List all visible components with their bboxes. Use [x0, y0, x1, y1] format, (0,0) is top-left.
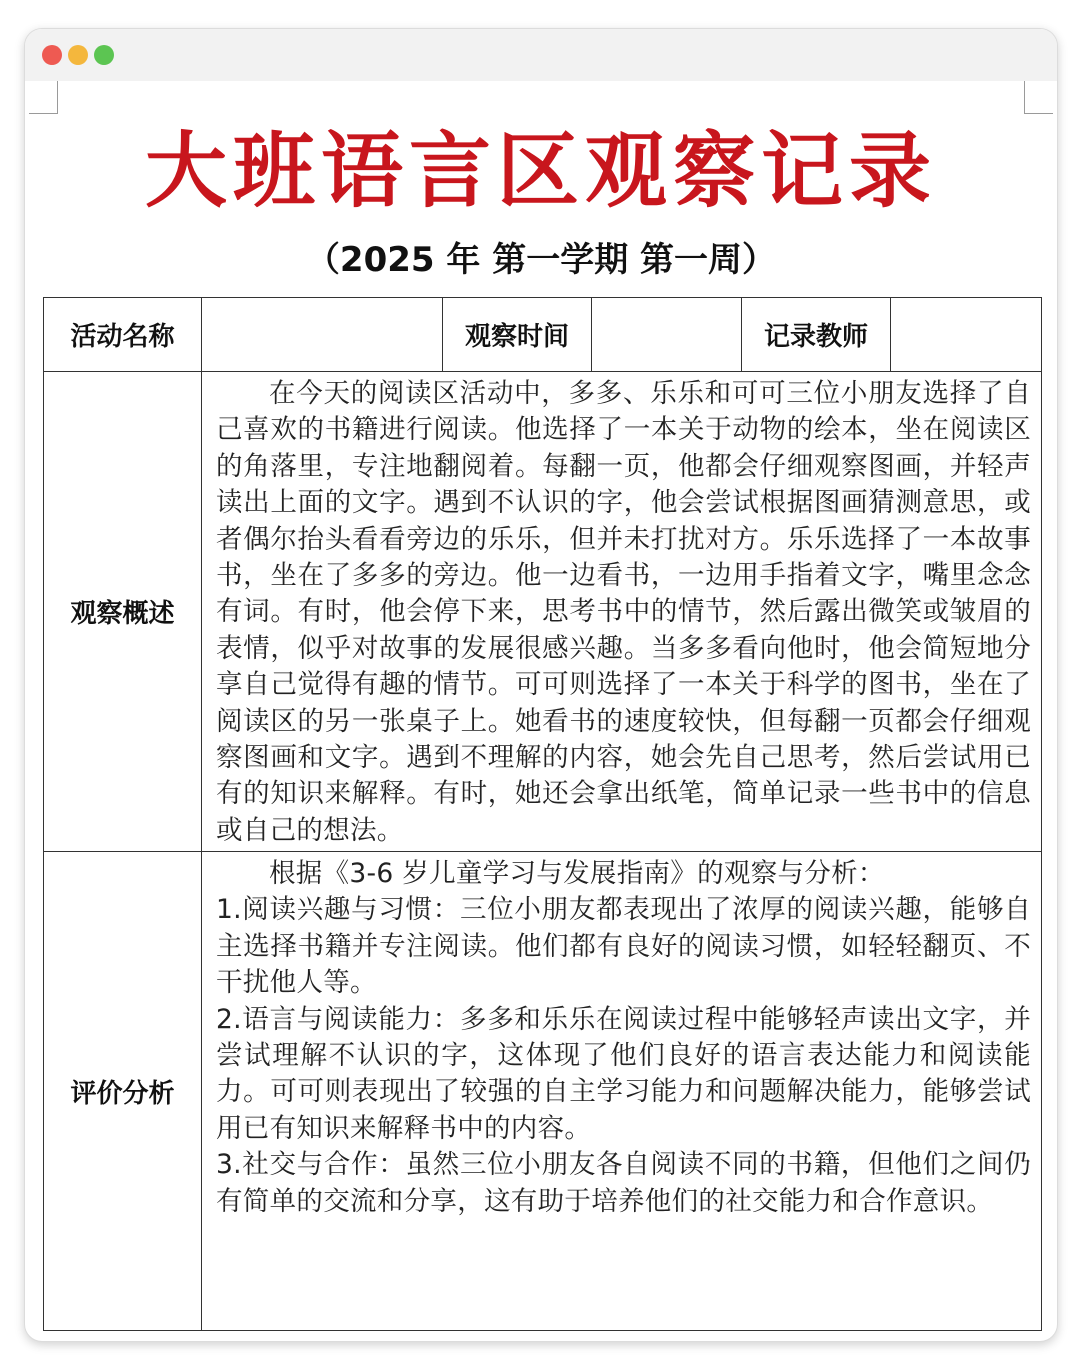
- evaluation-point: 3.社交与合作：虽然三位小朋友各自阅读不同的书籍，但他们之间仍有简单的交流和分享，这有助于培养他们的社交能力和合作意识。: [216, 1149, 1031, 1217]
- close-window-icon[interactable]: [42, 45, 62, 65]
- maximize-window-icon[interactable]: [94, 45, 114, 65]
- observation-time-field[interactable]: [592, 298, 742, 372]
- observation-content: [202, 372, 1042, 852]
- page-title: 大班语言区观察记录: [144, 124, 937, 219]
- evaluation-content: [202, 852, 1042, 1331]
- crop-mark-right-icon: [1024, 81, 1053, 114]
- observation-text: 在今天的阅读区活动中，多多、乐乐和可可三位小朋友选择了自己喜欢的书籍进行阅读。他选择了一本关于动物的绘本，坐在阅读区的角落里，专注地翻阅着。每翻一页，他都会仔细观察图画，并轻声读出上面的文字。遇到不认识的字，他会尝试根据图画猜测意思，或者偶尔抬头看看旁边的乐乐，但并未打扰对方。乐乐选择了一本故事书，坐在了多多的旁边。他一边看书，一边用手指着文字，嘴里念念有词。有时，他会停下来，思考书中的情节，然后露出微笑或皱眉的表情，似乎对故事的发展很感兴趣。当多多看向他时，他会简短地分享自己觉得有趣的情节。可可则选择了一本关于科学的图书，坐在了阅读区的另一张桌子上。她看书的速度较快，但每翻一页都会仔细观察图画和文字。遇到不理解的内容，她会先自己思考，然后尝试用已有的知识来解释。有时，她还会拿出纸笔，简单记录一些书中的信息或自己的想法。: [216, 378, 1031, 846]
- observation-row: [44, 372, 1042, 852]
- evaluation-label: 评价分析: [44, 852, 202, 1331]
- observation-time-label: 观察时间: [443, 298, 592, 372]
- recorder-field[interactable]: [891, 298, 1042, 372]
- document-window: [24, 28, 1058, 1342]
- evaluation-point: 2.语言与阅读能力：多多和乐乐在阅读过程中能够轻声读出文字，并尝试理解不认识的字，这体现了他们良好的语言表达能力和阅读能力。可可则表现出了较强的自主学习能力和问题解决能力，能够尝试用已有知识来解释书中的内容。: [216, 1003, 1031, 1144]
- table-header-row: [44, 298, 1042, 372]
- minimize-window-icon[interactable]: [68, 45, 88, 65]
- window-titlebar: [25, 29, 1057, 81]
- observation-label: 观察概述: [44, 372, 202, 852]
- evaluation-intro: 根据《3-6 岁儿童学习与发展指南》的观察与分析：: [269, 858, 885, 889]
- activity-name-label: 活动名称: [44, 298, 202, 372]
- evaluation-point: 1.阅读兴趣与习惯：三位小朋友都表现出了浓厚的阅读兴趣，能够自主选择书籍并专注阅读。他们都有良好的阅读习惯，如轻轻翻页、不干扰他人等。: [216, 894, 1031, 999]
- crop-mark-left-icon: [29, 81, 58, 114]
- page-subtitle: （2025 年 第一学期 第一周）: [305, 240, 777, 280]
- recorder-label: 记录教师: [742, 298, 891, 372]
- evaluation-row: [44, 852, 1042, 1331]
- observation-record-table: [43, 297, 1042, 1331]
- activity-name-field[interactable]: [202, 298, 443, 372]
